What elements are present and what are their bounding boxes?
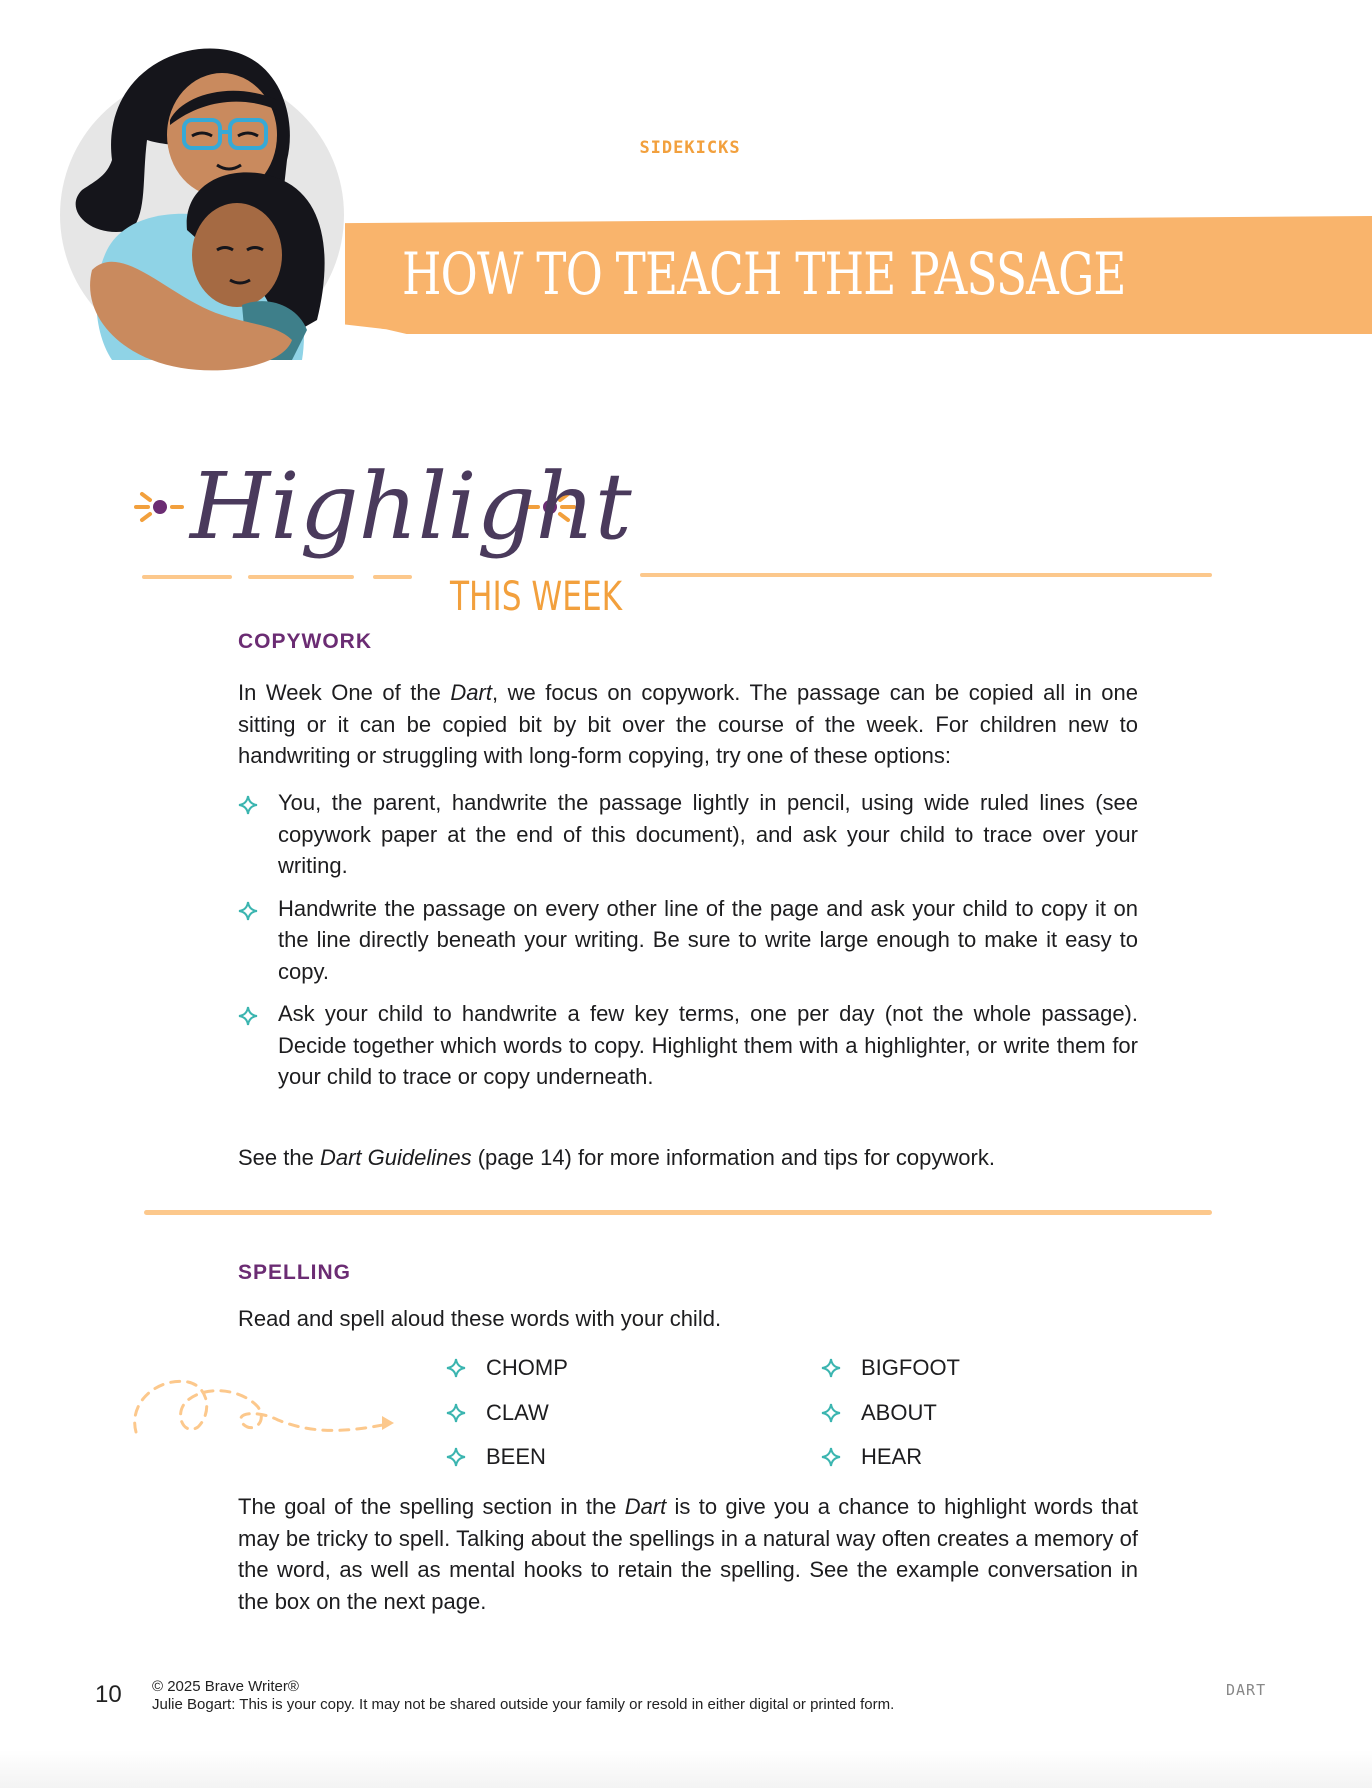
sparkle-diamond-icon [238,1006,258,1026]
copywork-heading: COPYWORK [238,630,372,653]
list-item: CLAW [446,1397,568,1442]
highlight-header [120,420,1220,620]
spelling-heading: SPELLING [238,1261,352,1284]
list-item: BIGFOOT [821,1352,960,1397]
page-title: HOW TO TEACH THE PASSAGE [402,240,1126,308]
this-week-label: THIS WEEK [450,574,623,620]
flower-ornament-left [136,494,182,520]
sparkle-diamond-icon [238,795,258,815]
page-number: 10 [95,1681,122,1708]
copywork-options-list [238,787,1138,1104]
footer-copyright: © 2025 Brave Writer® Julie Bogart: This is your copy. It may not be shared outside your family or resold in either digital or printed form. [152,1678,895,1713]
section-kicker: SIDEKICKS [639,138,741,158]
spelling-words-left [446,1352,568,1486]
parent-child-illustration [52,40,372,390]
sparkle-diamond-icon [821,1358,841,1378]
page-bottom-edge [0,1750,1372,1788]
list-item: Ask your child to handwrite a few key terms, one per day (not the whole passage). Decide together which words to copy. Highlight them with a highlighter, or write them for your child to trace or copy underneath. [238,998,1138,1093]
sparkle-diamond-icon [821,1403,841,1423]
list-item: BEEN [446,1441,568,1486]
copywork-see-guidelines: See the Dart Guidelines (page 14) for more information and tips for copywork. [238,1145,995,1170]
footer-book-tag: DART [1226,1681,1267,1699]
list-item: ABOUT [821,1397,960,1442]
section-divider [144,1210,1212,1215]
sparkle-diamond-icon [446,1358,466,1378]
sparkle-diamond-icon [821,1447,841,1467]
dashed-arrow-doodle [128,1372,403,1440]
sparkle-diamond-icon [446,1403,466,1423]
spelling-intro: Read and spell aloud these words with your child. [238,1306,722,1331]
list-item: CHOMP [446,1352,568,1397]
sparkle-diamond-icon [238,901,258,921]
spelling-words-right [821,1352,960,1486]
highlight-script-word: Highlight [190,453,632,560]
sparkle-diamond-icon [446,1447,466,1467]
list-item: You, the parent, handwrite the passage lightly in pencil, using wide ruled lines (see copywork paper at the end of this document), and ask your child to trace over your writing. [238,787,1138,882]
spelling-goal: The goal of the spelling section in the Dart is to give you a chance to highlight words that may be tricky to spell. Talking about the spellings in a natural way often creates a memory of the word, as well as mental hooks to retain the spelling. See the example conversation in the box on the next page. [238,1494,1138,1614]
list-item: Handwrite the passage on every other line of the page and ask your child to copy it on the line directly beneath your writing. Be sure to write large enough to make it easy to copy. [238,893,1138,988]
list-item: HEAR [821,1441,960,1486]
copywork-intro: In Week One of the Dart, we focus on copywork. The passage can be copied all in one sitting or it can be copied bit by bit over the course of the week. For children new to handwriting or struggling with long-form copying, try one of these options: [238,680,1139,768]
